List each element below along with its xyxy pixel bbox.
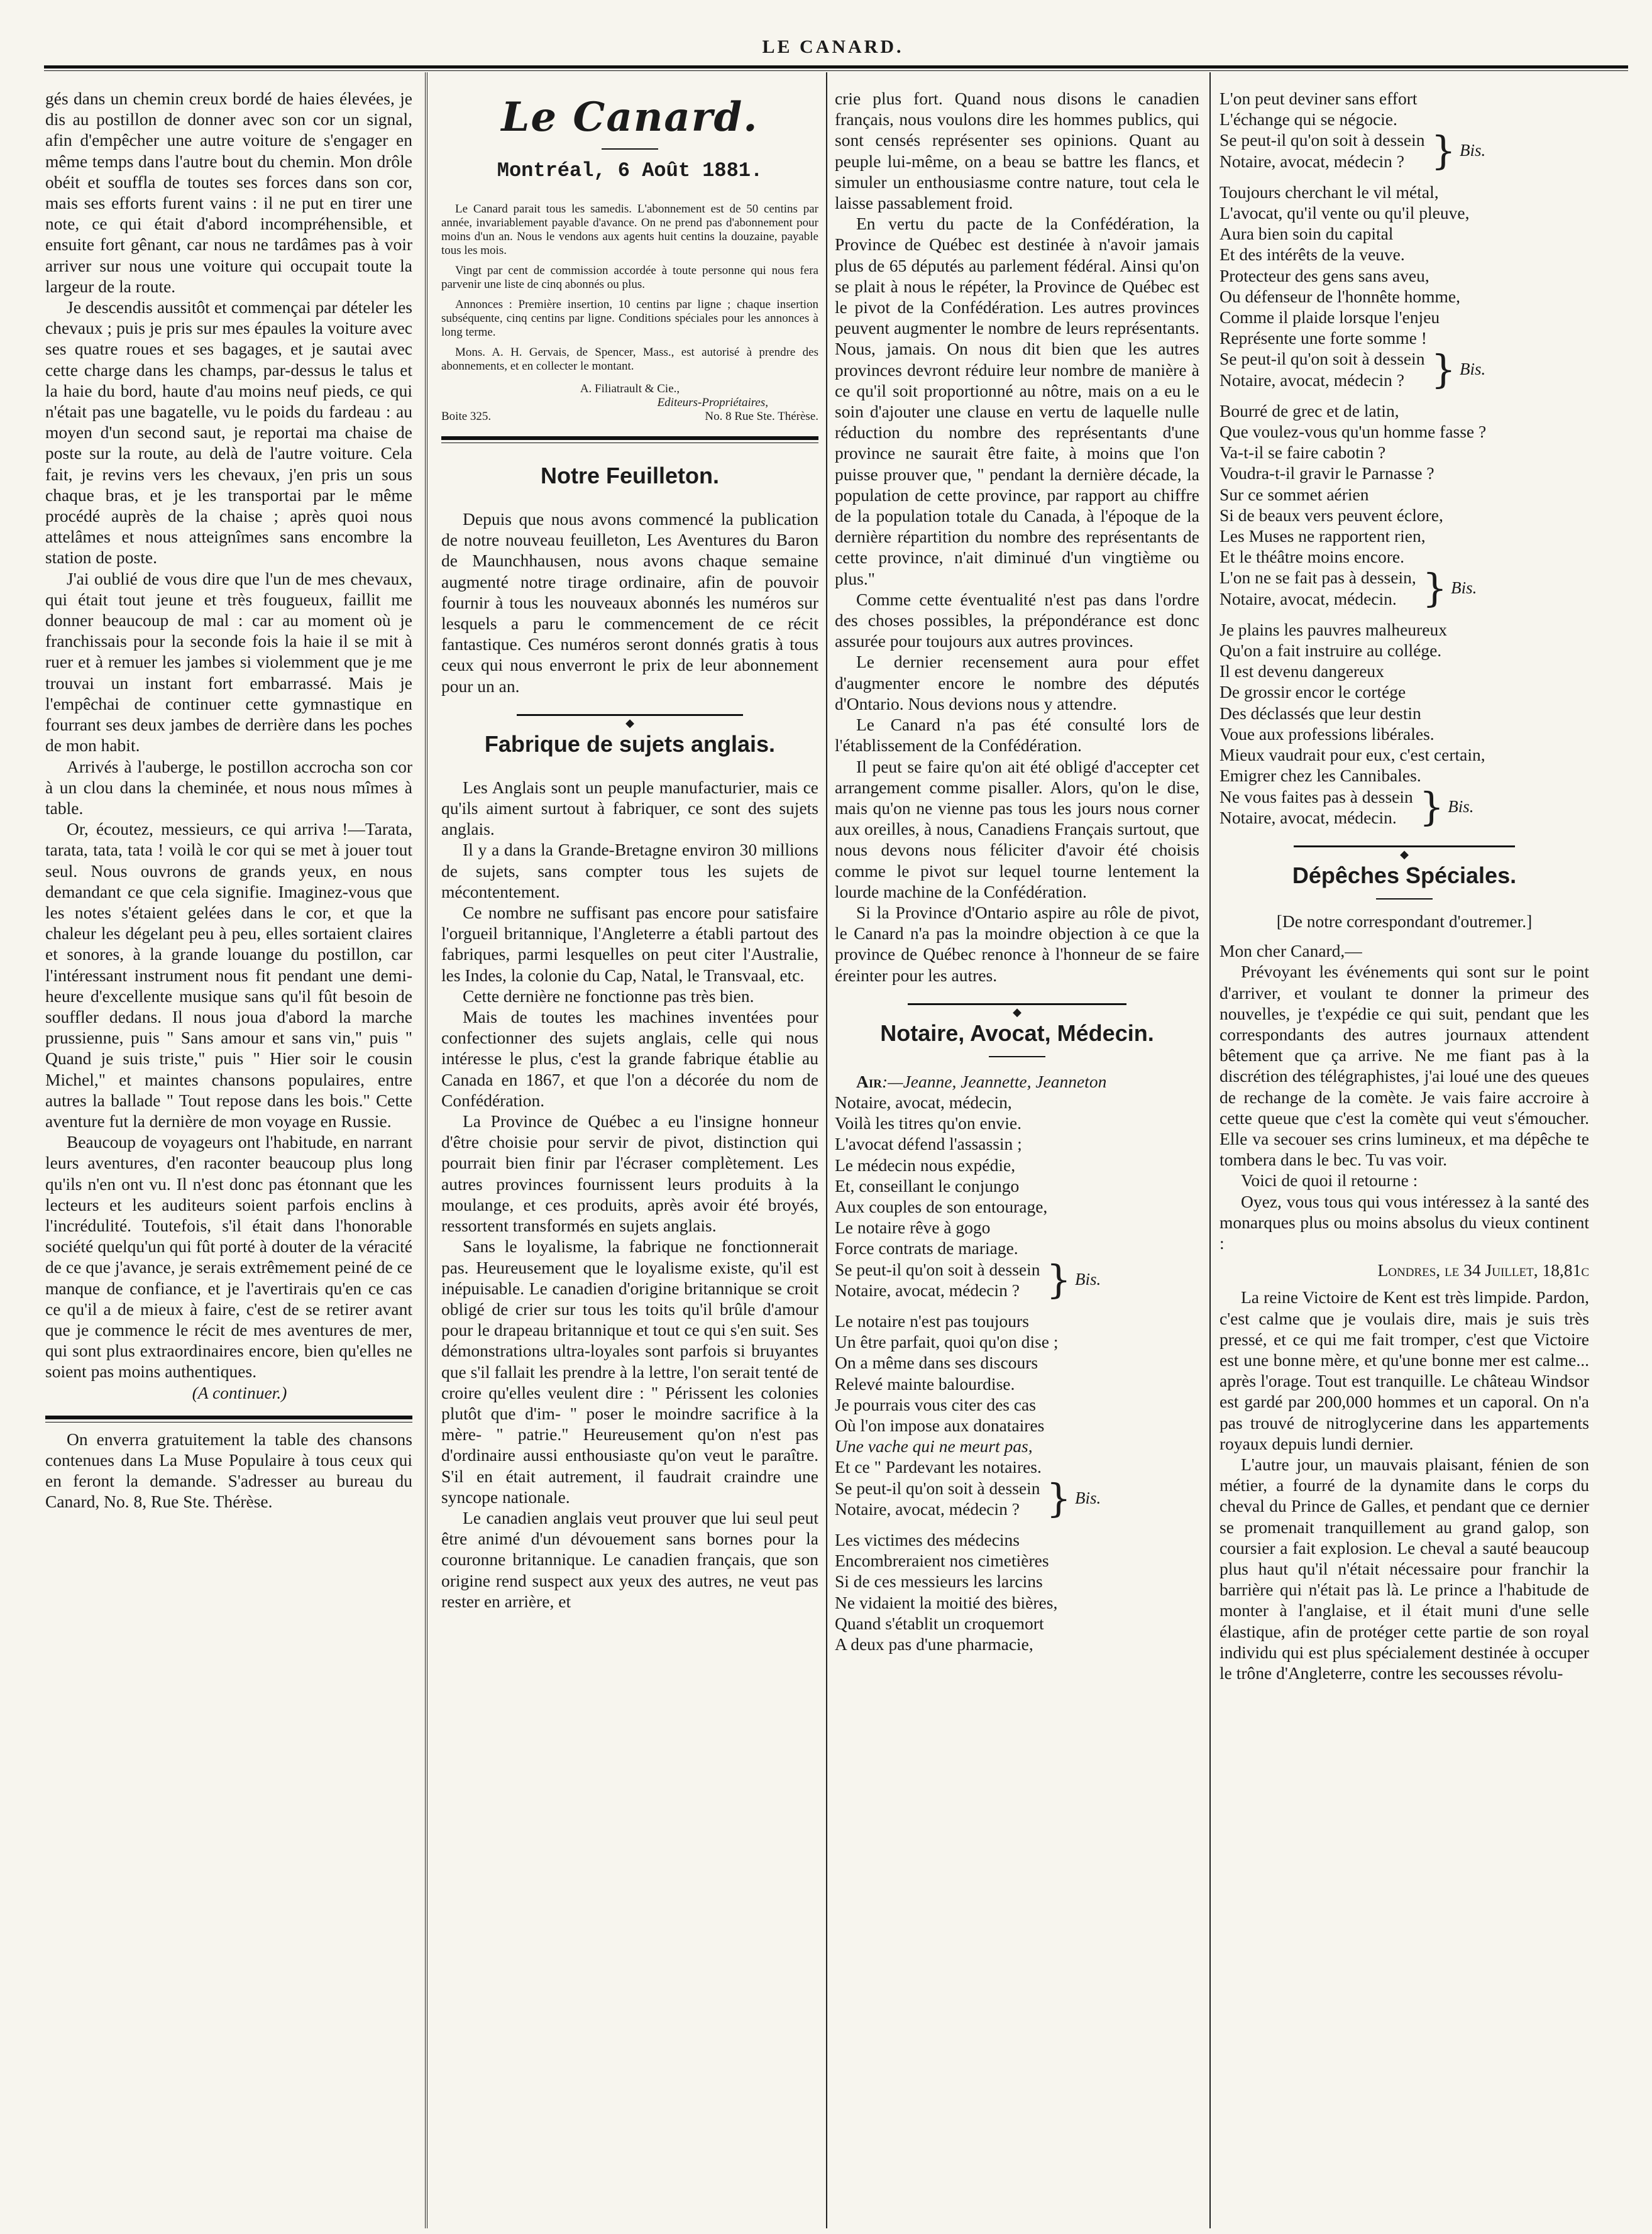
depeches-subtitle: [De notre correspondant d'outremer.] [1276,911,1533,931]
paragraph: Sans le loyalisme, la fabrique ne fonctionnerait pas. Heureusement que le loyalisme existe, qu'il est inépuisable. Le canadien d'origine britannique se croit obligé de crier sur tous les toits qu'il brûle d'amour pour le drapeau britannique et tout ce qui s'en suit. Ses démonstrations ultra-loyales sont parfois si bruyantes que s'il fallait les prendre à la lettre, l'on serait tenté de croire qu'elles veulent dire : " Périssent les colonies plutôt que d'im- " poser le moindre sacrifice à la mère- " patrie." Heureusement qu'on n'est pas d'ordinaire aussi enthousiaste qu'on veut le paraître. S'il en était autrement, il faudrait craindre une syncope nationale. [441,1236,818,1507]
verse-line: Une vache qui ne meurt pas, [835,1436,1033,1456]
section-rule [45,1416,412,1419]
verse-line: Encombreraient nos cimetières [835,1551,1049,1571]
paragraph: Ce nombre ne suffisant pas encore pour satisfaire l'orgueil britannique, l'Angleterre a établi partout des fabriques, parmi lesquelles on peut citer l'Australie, les Indes, la colonie du Cap, Natal, le Transvaal, etc. [441,903,818,985]
brace-icon: } [1046,1256,1071,1302]
verse-line: Voue aux professions libérales. [1220,724,1434,744]
verse-line: Ou défenseur de l'honnête homme, [1220,286,1460,306]
publisher-address [441,410,818,424]
terms-paragraph: Le Canard parait tous les samedis. L'abonnement est de 50 centins par année, invariablement payable d'avance. On ne prend pas d'abonnement pour moins d'un an. Nous le vendons aux agents huit centins la douzaine, payable tous les mois. [441,202,818,257]
refrain [1220,783,1589,830]
column-divider [1209,72,1211,2228]
refrain [1220,348,1589,390]
fabrique-heading: Fabrique de sujets anglais. [484,730,776,757]
header-thick-rule [44,65,1628,69]
ornament-rule [835,999,1199,1018]
paragraph: gés dans un chemin creux bordé de haies élevées, je dis au postillon de donner avec son cor un signal, afin d'empêcher une autre voiture de s'engager en même temps dans l'autre bout du chemin. Mon drôle obéit et souffla de toutes ses forces dans son cor, mais ses efforts furent vains : il ne put en tirer une note, ce qui était d'abord incompréhensible, et ensuite fort gênant, car nous ne tardâmes pas à voir arriver sur nous une voiture qui occupait toute la largeur de la route. [45,89,412,296]
publisher-role: Editeurs-Propriétaires, [657,396,768,409]
terms-paragraph: Vingt par cent de commission accordée à toute personne qui nous fera parvenir une liste de cinq abonnés ou plus. [441,264,818,291]
refrain-line: Notaire, avocat, médecin ? [1220,370,1404,390]
paragraph: Le Canard n'a pas été consulté lors de l'établissement de la Confédération. [835,715,1199,756]
brace-icon: } [1419,783,1445,830]
verse-line: Où l'on impose aux donataires [835,1415,1045,1435]
paragraph: Les Anglais sont un peuple manufacturier, mais ce qu'ils aiment surtout à fabriquer, ce sont des sujets anglais. [441,777,818,839]
song-verses-continued [1220,88,1589,828]
refrain-line: Se peut-il qu'on soit à dessein [1220,349,1425,369]
verse-line: Aura bien soin du capital [1220,224,1394,244]
refrain-line: Notaire, avocat, médecin ? [835,1499,1020,1519]
paragraph: Si la Province d'Ontario aspire au rôle de pivot, le Canard n'a pas la moindre objection à ce que la province de Québec renonce à l'honneur de se faire éreinter pour les autres. [835,902,1199,985]
column-4 [1220,88,1589,2213]
verse-line: Représente une forte somme ! [1220,328,1427,348]
feuilleton-heading: Notre Feuilleton. [540,463,719,488]
verse-line: Sur ce sommet aérien [1220,484,1369,504]
newspaper-running-header: LE CANARD. [762,36,904,57]
refrain-line: Se peut-il qu'on soit à dessein [835,1478,1040,1498]
verse-line: Aux couples de son entourage, [835,1196,1048,1216]
song-verses [835,1092,1199,1654]
paragraph: Prévoyant les événements qui sont sur le point d'arriver, et voulant te donner la primeur des nouvelles, je t'expédie ce qui suit, pendant que les correspondants des autres journaux attendent bêtement que ça arrive. Ne me fiant pas à la discrétion des télégraphistes, j'ai loué une des queues de rechange de la comète. Je vais faire accroire à cette queue que c'est la comète qui veut s'émoucher. Elle va secouer ses crins lumineux, et ma dépêche te tombera dans le bec. Tu vas voir. [1220,962,1589,1170]
bis-marker: Bis. [1459,141,1486,160]
subscription-terms [441,202,818,373]
verse-line: Et le théâtre moins encore. [1220,547,1404,567]
column-3 [835,88,1199,2213]
paragraph: En vertu du pacte de la Confédération, la Province de Québec est destinée à n'avoir jamais plus de 65 députés au parlement fédéral. Ainsi qu'on se plait à nous le répéter, la Province de Québec est le pivot de la Confédération. Les autres provinces peuvent augmenter le nombre de leurs représentants. Nous, jamais. On nous dit bien que les autres provinces devront réduire leur nombre de manière à ce qu'il soit proportionné au nôtre, mais on a eu le soin d'ajouter une clause en vertu de laquelle nulle réduction du nombre des représentants d'une province ne saurait être faite, à moins que l'on puisse prouver que, " pendant la dernière décade, la population de cette province, par rapport au chiffre de la population totale du Canada, à l'époque de la dernière répartition du nombre des représentants de cette province, n'ait diminué d'un vingtième ou plus." [835,214,1199,588]
verse-line: L'avocat, qu'il vente ou qu'il pleuve, [1220,203,1470,223]
to-be-continued: (A continuer.) [192,1382,287,1402]
ornament-rule [1220,842,1589,861]
paragraph: Cette dernière ne fonctionne pas très bien. [463,986,754,1006]
refrain-line: Notaire, avocat, médecin ? [835,1280,1020,1300]
verse-line: Le notaire rêve à gogo [835,1218,991,1238]
refrain [835,1256,1199,1302]
dispatch-dateline: Londres, le 34 Juillet, 18,81c [1377,1260,1589,1280]
verse-line: Je plains les pauvres malheureux [1220,619,1447,639]
verse-line: Emigrer chez les Cannibales. [1220,766,1421,786]
paragraph: Voici de quoi il retourne : [1241,1170,1418,1191]
publisher-street: No. 8 Rue Ste. Thérèse. [705,410,818,423]
song-air: Air:—Jeanne, Jeannette, Jeanneton [856,1071,1107,1091]
paragraph: Oyez, vous tous qui vous intéressez à la santé des monarques plus ou moins absolus du vieux continent : [1220,1191,1589,1253]
verse-line: Va-t-il se faire cabotin ? [1220,443,1386,463]
section-rule [441,436,818,440]
brace-icon: } [1431,127,1456,173]
verse-line: Voilà les titres qu'on envie. [835,1113,1021,1133]
depeches-heading: Dépêches Spéciales. [1292,862,1517,888]
diamond-ornament-icon: ◆ [1010,1006,1024,1018]
verse-line: Le médecin nous expédie, [835,1155,1016,1175]
diamond-ornament-icon: ◆ [623,717,637,729]
paragraph: J'ai oublié de vous dire que l'un de mes chevaux, qui était tout jeune et très fougueux, faillit me donner beaucoup de mal : car au moment où je franchissais pour la seconde fois la haie il se mit à ruer et à remuer les jambes si violemment que je me trouvai un instant fort embarrassé. Mais je l'empêchai de continuer cette gymnastique en fourrant ses deux jambes de derrière dans les poches de mon habit. [45,568,412,756]
refrain-line: L'on ne se fait pas à dessein, [1220,568,1416,588]
paragraph: Arrivés à l'auberge, le postillon accrocha son cor à un clou dans la cheminée, et nous nous mîmes à table. [45,756,412,818]
verse-line: Comme il plaide lorsque l'enjeu [1220,307,1440,327]
refrain [1220,564,1589,611]
verse-line: Je pourrais vous citer des cas [835,1394,1036,1414]
paragraph: Comme cette éventualité n'est pas dans l'ordre des choses possibles, la prépondérance est donc assurée pour toujours aux autres provinces. [835,589,1199,651]
paragraph: La reine Victoire de Kent est très limpide. Pardon, c'est calme que je voulais dire, mais je suis très pressé, et ce qui me fait tromper, c'est que Victoire est une bonne mère, et qu'une bonne mer est calme... après l'orage. Tout est tranquille. Le château Windsor est gardé par 200,000 hommes et un caporal. On n'a pas trouvé de nitroglycerine dans les appartements royaux depuis lundi dernier. [1220,1287,1589,1453]
paragraph: Le dernier recensement aura pour effet d'augmenter encore le nombre des députés d'Ontario. Nous devions nous y attendre. [835,652,1199,713]
column-divider [425,72,430,2228]
publisher-block [441,382,818,424]
header-thin-rule [44,70,1628,71]
paragraph: Le canadien anglais veut prouver que lui seul peut être animé d'un dévouement sans bornes pour la couronne britannique. Le canadien français, que son origine rend suspect aux yeux des autres, ne veut pas rester en arrière, et [441,1507,818,1611]
refrain-line: Notaire, avocat, médecin ? [1220,151,1404,171]
song-heading: Notaire, Avocat, Médecin. [880,1020,1154,1046]
verse-line: Mieux vaudrait pour eux, c'est certain, [1220,745,1485,765]
refrain-line: Notaire, avocat, médecin. [1220,807,1397,827]
verse-line: Il est devenu dangereux [1220,661,1384,681]
refrain [1220,129,1589,171]
muse-populaire-notice: On enverra gratuitement la table des chansons contenues dans La Muse Populaire à tous ceux qui en feront la demande. S'adresser au bureau du Canard, No. 8, Rue Ste. Thérèse. [45,1429,412,1512]
column-2 [441,88,818,2213]
verse-line: Et ce " Pardevant les notaires. [835,1457,1042,1477]
verse-line: A deux pas d'une pharmacie, [835,1634,1033,1654]
brace-icon: } [1422,564,1448,611]
refrain-line: Se peut-il qu'on soit à dessein [835,1259,1040,1279]
verse-line: Les victimes des médecins [835,1530,1020,1549]
refrain-line: Se peut-il qu'on soit à dessein [1220,130,1425,150]
verse-line: L'avocat défend l'assassin ; [835,1134,1022,1154]
feuilleton-body [45,88,412,1382]
issue-date: Montréal, 6 Août 1881. [497,159,763,182]
verse-line: On a même dans ses discours [835,1353,1038,1373]
terms-paragraph: Mons. A. H. Gervais, de Spencer, Mass., est autorisé à prendre des abonnements, et en collecter le montant. [441,346,818,373]
bis-marker: Bis. [1074,1488,1101,1508]
salutation: Mon cher Canard,— [1220,941,1362,961]
verse-line: Et des intérêts de la veuve. [1220,245,1405,265]
depeches-heading-rule [1376,898,1433,900]
paragraph: Or, écoutez, messieurs, ce qui arriva !—Tarata, tarata, tata, tata ! voilà le cor qui se met à jouer tout seul. Nous ouvrons de grands yeux, en nous demandant ce que cela signifie. Imaginez-vous que les notes s'étaient gelées dans le cor, et que la chaleur les dégelant peu à peu, elles sortaient claires et sonores, à la grande louange du postillon, car l'intéressant instrument nous fit pendant une demi-heure d'excellente musique sans qu'il fût besoin de souffler dedans. Il nous joua d'abord la marche prussienne, puis " Sans amour et sans vin," puis " Quand je suis triste," puis " Hier soir le cousin Michel," et maintes chansons populaires, entre autres la ballade " Tout repose dans les bois." Cette aventure fut la dernière de mon voyage en Russie. [45,819,412,1131]
song-heading-rule [989,1056,1045,1057]
verse-line: De grossir encor le cortége [1220,682,1406,702]
verse-line: Si de beaux vers peuvent éclore, [1220,505,1443,525]
verse-line: L'on peut deviner sans effort [1220,89,1418,108]
verse-line: Bourré de grec et de latin, [1220,400,1399,421]
refrain-line: Ne vous faites pas à dessein [1220,786,1413,806]
terms-paragraph: Annonces : Première insertion, 10 centins par ligne ; chaque insertion subséquente, cinq centins par ligne. Conditions spéciales pour les annonces à long terme. [441,298,818,339]
ornament-rule [441,710,818,729]
verse-line: Des déclassés que leur destin [1220,703,1421,723]
paragraph: L'autre jour, un mauvais plaisant, fénien de son métier, a fourré de la dynamite dans le corps du cheval du Prince de Galles, et pendant que ce dernier se promenait tranquillement au grand galop, son coursier a fait explosion. Le cheval a sauté beaucoup plus haut qu'il n'était nécessaire pour franchir la barrière qui n'était pas là. Le prince a l'habitude de monter à l'anglaise, et il était muni d'une selle élastique, afin de protéger cette partie de son royal individu qui est plus spécialement destinée à occuper le trône d'Angleterre, contre les secousses révolu- [1220,1454,1589,1683]
refrain-line: Notaire, avocat, médecin. [1220,588,1397,608]
verse-line: Un être parfait, quoi qu'on dise ; [835,1332,1059,1352]
verse-line: Quand s'établit un croquemort [835,1613,1044,1633]
masthead-rule [602,148,658,150]
verse-line: Les Muses ne rapportent rien, [1220,526,1426,546]
publisher-box: Boite 325. [441,410,492,423]
verse-line: Protecteur des gens sans aveu, [1220,265,1429,285]
verse-line: Qu'on a fait instruire au collége. [1220,641,1442,661]
paragraph: Beaucoup de voyageurs ont l'habitude, en narrant leurs aventures, d'en raconter beaucoup plus long qu'ils n'en ont vu. Il n'est donc pas étonnant que les lecteurs et les auditeurs soient parfois enclins à l'incrédulité. Toutefois, s'il était dans l'honorable société quelqu'un qui fût porté à douter de la véracité de ce que j'avance, je serais extrêmement peiné de ce manque de confiance, et je l'avertirais qu'en ce cas ce qu'il a de mieux à faire, c'est de se retirer avant que je commence le récit de mes aventures de mer, qui sont plus extraordinaires encore, bien qu'elles ne soient pas moins authentiques. [45,1132,412,1382]
brace-icon: } [1046,1475,1071,1521]
verse-line: Toujours cherchant le vil métal, [1220,182,1439,202]
publisher-name: A. Filiatrault & Cie., [580,382,680,395]
verse-line: Notaire, avocat, médecin, [835,1092,1012,1112]
verse-line: Que voulez-vous qu'un homme fasse ? [1220,422,1487,442]
paragraph: Il peut se faire qu'on ait été obligé d'accepter cet arrangement comme pisaller. Alors, qu'on le dise, mais qu'on ne vienne pas tous les jours nous corner aux oreilles, à nous, Canadiens Français surtout, que nous devons nous féliciter d'avoir été choisis comme le pivot sur lequel tourne lentement la lourde machine de la Confédération. [835,756,1199,901]
paragraph: Je descendis aussitôt et commençai par dételer les chevaux ; puis je pris sur mes épaules la voiture avec ses quatre roues et ses bagages, et je sautai avec cette charge dans les champs, par-dessus le talus et la haie du bord, haute d'au moins neuf pieds, ce qui n'était pas une bagatelle, vu le poids du fardeau : au moyen d'un second saut, je reportai ma chaise de poste sur la route, au delà de l'autre voiture. Cela fait, je revins vers les chevaux, j'en pris un sous chaque bras, et je les transportai par le même procédé auprès de la chaise ; après quoi nous attelâmes et nous atteignîmes sans encombre la station de poste. [45,297,412,568]
verse-line: Voudra-t-il gravir le Parnasse ? [1220,463,1434,483]
bis-marker: Bis. [1451,578,1477,598]
verse-line: Et, conseillant le conjungo [835,1175,1020,1196]
paragraph: La Province de Québec a eu l'insigne honneur d'être choisie pour servir de pivot, distinction qui pourrait bien finir par l'écraser complètement. Les autres provinces fournissent leurs produits à la moulange, et ces produits, après avoir été broyés, ressortent transformés en sujets anglais. [441,1111,818,1236]
verse-line: Force contrats de mariage. [835,1238,1018,1258]
paragraph: crie plus fort. Quand nous disons le canadien français, nous voulons dire les hommes publics, qui sont censés représenter ses opinions. Quant au peuple lui-même, on a beau se battre les flancs, et simuler un enthousiasme contre nature, tout cela le laisse passablement froid. [835,89,1199,213]
paragraph: Mais de toutes les machines inventées pour confectionner des sujets anglais, celle qui nous intéresse le plus, c'est la grande fabrique établie au Canada en 1867, et que l'on a décorée du nom de Confédération. [441,1007,818,1110]
feuilleton-notice: Depuis que nous avons commencé la publication de notre nouveau feuilleton, Les Aventures du Baron de Maunchhausen, nous avons chaque semaine augmenté notre tirage ordinaire, afin de pouvoir fournir à tous les nouveaux abonnés les numéros sur lesquels a paru le commencement de ce récit fantastique. Ces numéros seront donnés gratis à tous ceux qui nous enverront le prix de leur abonnement pour un an. [441,509,818,696]
masthead-title: Le Canard. [501,94,759,141]
verse-line: L'échange qui se négocie. [1220,109,1397,129]
verse-line: Le notaire n'est pas toujours [835,1311,1029,1331]
verse-line: Si de ces messieurs les larcins [835,1571,1043,1592]
verse-line: Ne vidaient la moitié des bières, [835,1592,1058,1612]
brace-icon: } [1431,346,1456,392]
bis-marker: Bis. [1074,1270,1101,1289]
verse-line: Relevé mainte balourdise. [835,1373,1015,1394]
refrain [835,1475,1199,1521]
bis-marker: Bis. [1459,360,1486,379]
bis-marker: Bis. [1448,797,1474,817]
column-divider [826,72,827,2228]
column-1 [45,88,412,2213]
diamond-ornament-icon: ◆ [1397,848,1411,861]
paragraph: Il y a dans la Grande-Bretagne environ 30 millions de sujets, sans compter tous les sujets de mécontentement. [441,840,818,901]
